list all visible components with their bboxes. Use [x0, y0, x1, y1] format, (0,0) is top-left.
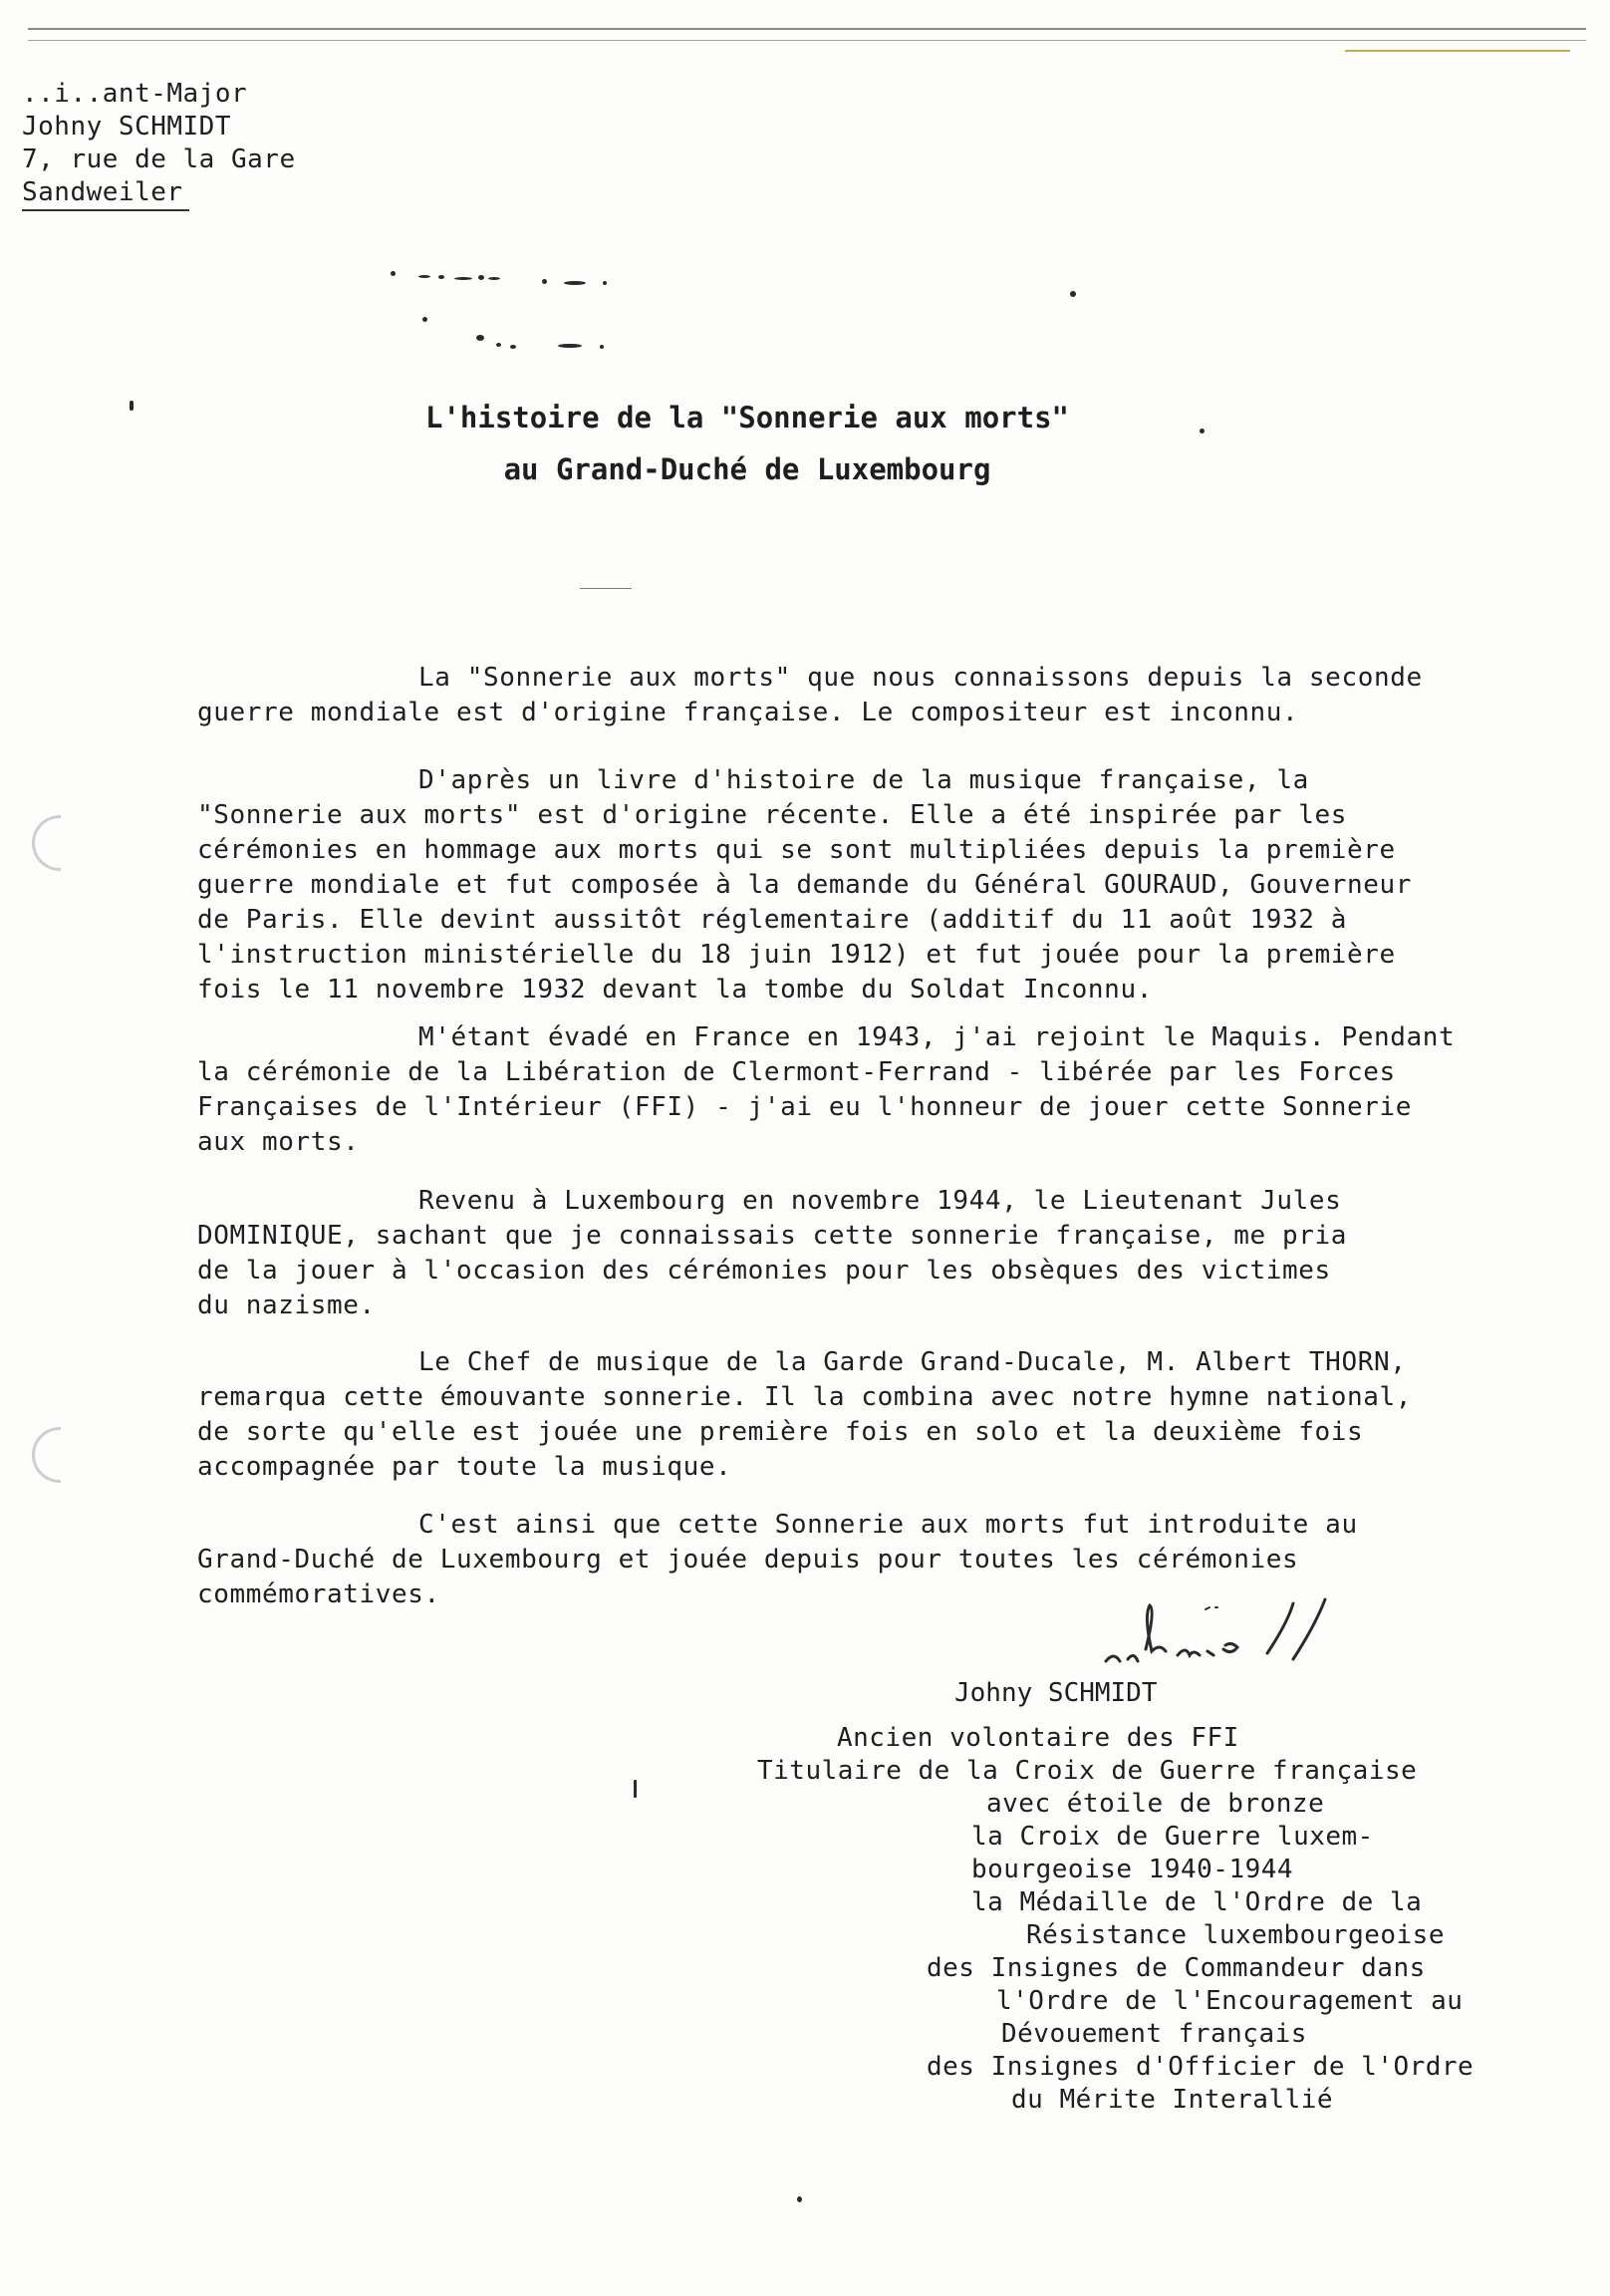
text-line: la cérémonie de la Libération de Clermont-Ferrand - libérée par les Forces — [197, 1057, 1396, 1087]
text-line: Françaises de l'Intérieur (FFI) - j'ai eu l'honneur de jouer cette Sonnerie — [197, 1092, 1412, 1122]
text-line: de Paris. Elle devint aussitôt réglementaire (additif du 11 août 1932 à — [197, 905, 1347, 935]
title-line: des Insignes de Commandeur dans — [927, 1953, 1426, 1983]
text-line: l'instruction ministérielle du 18 juin 1912) et fut jouée pour la première — [197, 940, 1396, 970]
text-line: aux morts. — [197, 1127, 360, 1157]
text-line: "Sonnerie aux morts" est d'origine récente. Elle a été inspirée par les — [197, 800, 1347, 830]
text-line: fois le 11 novembre 1932 devant la tombe du Soldat Inconnu. — [197, 975, 1153, 1004]
text-line: DOMINIQUE, sachant que je connaissais cette sonnerie française, me pria — [197, 1221, 1347, 1251]
document-subtitle: au Grand-Duché de Luxembourg — [503, 452, 991, 486]
title-line: l'Ordre de l'Encouragement au — [996, 1986, 1464, 2016]
top-border-accent — [1345, 50, 1570, 52]
title-line: des Insignes d'Officier de l'Ordre — [927, 2052, 1475, 2082]
title-line: Dévouement français — [1001, 2019, 1307, 2049]
text-line: de la jouer à l'occasion des cérémonies pour les obsèques des victimes — [197, 1256, 1331, 1286]
sender-rank: ..i..ant-Major — [22, 79, 248, 109]
title-line: Résistance luxembourgeoise — [1026, 1920, 1445, 1950]
paragraph — [197, 763, 1412, 1007]
title-line: bourgeoise 1940-1944 — [971, 1855, 1294, 1884]
document-title: L'histoire de la "Sonnerie aux morts" — [424, 401, 1069, 434]
top-border-line — [28, 28, 1586, 30]
sender-town: Sandweiler — [22, 176, 189, 211]
top-border-line-secondary — [28, 40, 1586, 41]
sender-address — [22, 78, 296, 211]
title-line: Titulaire de la Croix de Guerre française — [757, 1756, 1418, 1786]
sender-name: Johny SCHMIDT — [22, 112, 231, 142]
handwritten-signature — [1096, 1589, 1395, 1679]
paragraph — [197, 661, 1423, 730]
title-line: avec étoile de bronze — [986, 1789, 1325, 1819]
text-line: C'est ainsi que cette Sonnerie aux morts fut introduite au — [418, 1510, 1358, 1540]
text-line: Revenu à Luxembourg en novembre 1944, le Lieutenant Jules — [418, 1186, 1342, 1216]
text-line: commémoratives. — [197, 1579, 440, 1609]
signatory-titles — [757, 1722, 1474, 2117]
text-line: cérémonies en hommage aux morts qui se sont multipliées depuis la première — [197, 835, 1396, 865]
paragraph — [197, 1184, 1347, 1323]
text-line: guerre mondiale et fut composée à la demande du Général GOURAUD, Gouverneur — [197, 870, 1412, 900]
text-line: Grand-Duché de Luxembourg et jouée depuis pour toutes les cérémonies — [197, 1545, 1299, 1575]
title-line: Ancien volontaire des FFI — [837, 1723, 1239, 1753]
signatory-name: Johny SCHMIDT — [954, 1678, 1158, 1708]
title-divider — [580, 588, 632, 589]
text-line: de sorte qu'elle est jouée une première fois en solo et la deuxième fois — [197, 1417, 1364, 1447]
text-line: du nazisme. — [197, 1291, 376, 1320]
punch-hole-mark — [32, 1427, 61, 1483]
title-line: du Mérite Interallié — [1011, 2085, 1334, 2115]
text-line: M'étant évadé en France en 1943, j'ai rejoint le Maquis. Pendant — [418, 1022, 1456, 1052]
sender-street: 7, rue de la Gare — [22, 144, 296, 174]
text-line: Le Chef de musique de la Garde Grand-Ducale, M. Albert THORN, — [418, 1347, 1407, 1377]
text-line: D'après un livre d'histoire de la musique française, la — [418, 765, 1309, 795]
title-line: la Médaille de l'Ordre de la — [971, 1887, 1423, 1917]
title-line: la Croix de Guerre luxem- — [971, 1822, 1374, 1852]
text-line: guerre mondiale est d'origine française. Le compositeur est inconnu. — [197, 698, 1299, 727]
paragraph — [197, 1345, 1412, 1485]
punch-hole-mark — [32, 815, 61, 871]
text-line: accompagnée par toute la musique. — [197, 1452, 732, 1482]
text-line: La "Sonnerie aux morts" que nous connaissons depuis la seconde — [418, 663, 1423, 693]
text-line: remarqua cette émouvante sonnerie. Il la combina avec notre hymne national, — [197, 1382, 1412, 1412]
paragraph — [197, 1020, 1455, 1160]
